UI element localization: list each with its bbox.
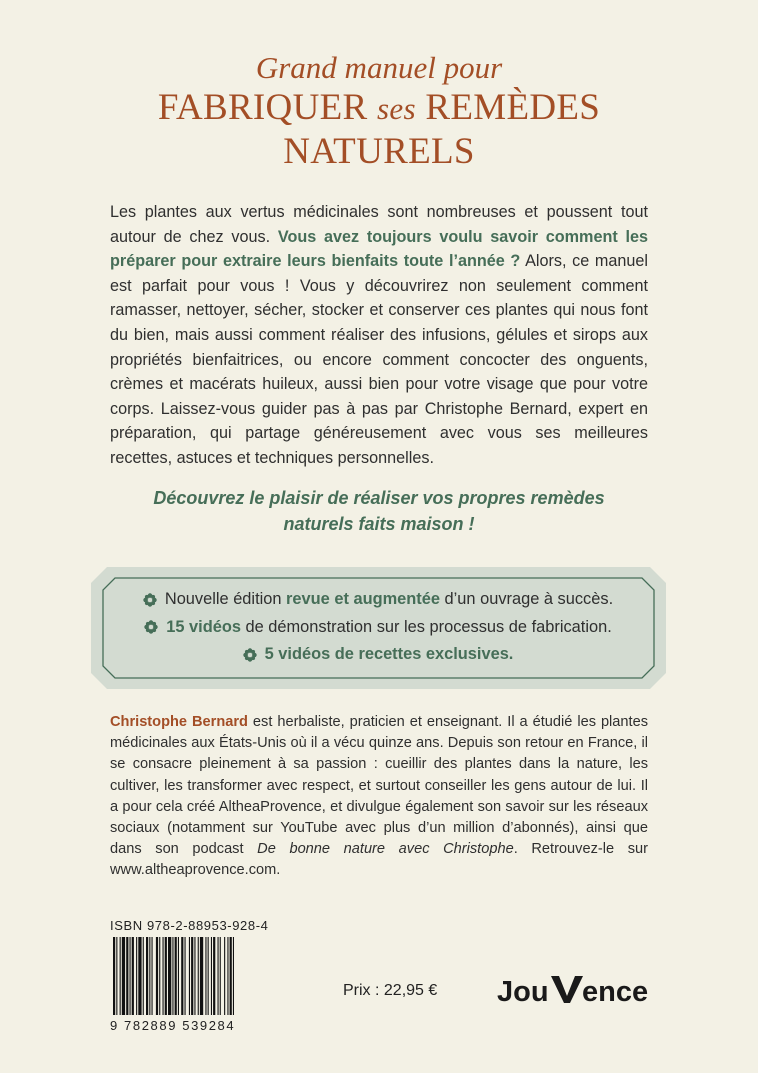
barcode (113, 937, 283, 1015)
flower-icon (143, 593, 157, 607)
barcode-bar (126, 937, 128, 1015)
barcode-bar (227, 937, 228, 1015)
bio-text-2: . Retrouvez-le sur www.altheaprovence.com. (110, 841, 648, 879)
barcode-bar (205, 937, 206, 1015)
intro-text-2: Alors, ce manuel est parfait pour vous ! Vous y découvrirez non seulement comment ramasser, nettoyer, sécher, stocker et conserver ces plantes qui nous font du bien, mais aussi comment réaliser des infusions, gélules et sirops aux propriétés bienfaitrices, ou encore comment concocter des onguents, crèmes et macérats huileux, aussi bien pour votre visage que pour votre corps. Laissez-vous guider pas à pas par Christophe Bernard, expert en préparation, qui partage généreusement avec vous ses meilleures recettes, astuces et techniques personnelles. (110, 252, 648, 467)
feature-2-text: de démonstration sur les processus de fabrication. (240, 617, 612, 636)
barcode-bar (175, 937, 177, 1015)
call-to-action (110, 485, 648, 537)
barcode-bar (181, 937, 183, 1015)
feature-1 (165, 586, 613, 614)
barcode-bar (130, 937, 131, 1015)
barcode-bar (113, 937, 115, 1015)
barcode-bar (138, 937, 141, 1015)
author-bio (110, 712, 648, 882)
feature-2 (166, 614, 612, 642)
barcode-bar (168, 937, 171, 1015)
barcode-bar (116, 937, 117, 1015)
barcode-bar (136, 937, 137, 1015)
barcode-bar (185, 937, 186, 1015)
feature-1-text-c: d’un ouvrage à succès. (440, 590, 614, 608)
barcode-bar (156, 937, 158, 1015)
feature-item (104, 641, 652, 669)
book-title (0, 50, 758, 173)
intro-highlight: Vous avez toujours voulu savoir comment les préparer pour extraire leurs bienfaits toute l’année ? (110, 227, 648, 271)
author-name: Christophe Bernard (110, 714, 248, 730)
feature-item (104, 614, 652, 642)
cta-line-2: naturels faits maison ! (283, 514, 475, 534)
title-line-2 (0, 86, 758, 130)
barcode-bar (218, 937, 219, 1015)
publisher-logo (497, 970, 649, 1010)
price: Prix : 22,95 € (343, 982, 438, 999)
barcode-bar (220, 937, 221, 1015)
barcode-bar (146, 937, 148, 1015)
isbn-number: ISBN 978-2-88953-928-4 (110, 918, 269, 933)
title-line-3: NATURELS (283, 131, 475, 172)
barcode-bar (172, 937, 173, 1015)
intro-paragraph (110, 200, 648, 471)
barcode-digits: 9 782889 539284 (110, 1018, 236, 1033)
barcode-bar (189, 937, 190, 1015)
barcode-bar (163, 937, 164, 1015)
barcode-bar (198, 937, 199, 1015)
barcode-bar (122, 937, 125, 1015)
barcode-bar (165, 937, 167, 1015)
barcode-bar (233, 937, 234, 1015)
barcode-bar (211, 937, 212, 1015)
feature-item (104, 586, 652, 614)
title-ses: ses (377, 91, 416, 126)
barcode-bar (208, 937, 209, 1015)
flower-icon (144, 620, 158, 634)
flower-icon (243, 648, 257, 662)
feature-1-text-a: Nouvelle édition (164, 590, 287, 608)
barcode-bar (132, 937, 134, 1015)
barcode-bar (149, 937, 150, 1015)
feature-2-highlight: 15 vidéos (166, 617, 241, 636)
title-line-1: Grand manuel pour (255, 50, 503, 85)
svg-text:Jou: Jou (497, 976, 549, 1008)
intro-text-1: Les plantes aux vertus médicinales sont nombreuses et poussent tout autour de chez vous. (110, 203, 648, 246)
features-list (104, 586, 652, 669)
title-remedes: REMÈDES (425, 87, 601, 128)
barcode-bar (224, 937, 225, 1015)
barcode-bar (194, 937, 195, 1015)
podcast-title: De bonne nature avec Christophe (257, 841, 514, 858)
feature-3: 5 vidéos de recettes exclusives. (264, 645, 514, 663)
title-fabriquer: FABRIQUER (157, 87, 368, 128)
bio-text-1: est herbaliste, praticien et enseignant. Il a étudié les plantes médicinales aux États-Unis où il a vécu quinze ans. Depuis son retour en France, il se consacre pleinement à sa passion : cueillir des plantes dans la nature, les cultiver, les transformer avec respect, et surtout conseiller les gens autour de lui. Il a pour cela créé AltheaProvence, et divulgue également son savoir sur les réseaux sociaux (notamment sur YouTube avec plus d’un million d’abonnés), ainsi que dans son podcast (110, 714, 649, 858)
cta-line-1: Découvrez le plaisir de réaliser vos propres remèdes (153, 488, 605, 508)
barcode-bar (178, 937, 179, 1015)
barcode-bar (159, 937, 160, 1015)
barcode-bar (191, 937, 193, 1015)
barcode-bar (120, 937, 121, 1015)
barcode-bar (143, 937, 144, 1015)
barcode-bar (213, 937, 215, 1015)
barcode-bar (230, 937, 232, 1015)
feature-1-highlight: revue et augmentée (286, 590, 440, 608)
svg-text:ence: ence (582, 976, 649, 1008)
barcode-bar (200, 937, 203, 1015)
barcode-bar (152, 937, 153, 1015)
